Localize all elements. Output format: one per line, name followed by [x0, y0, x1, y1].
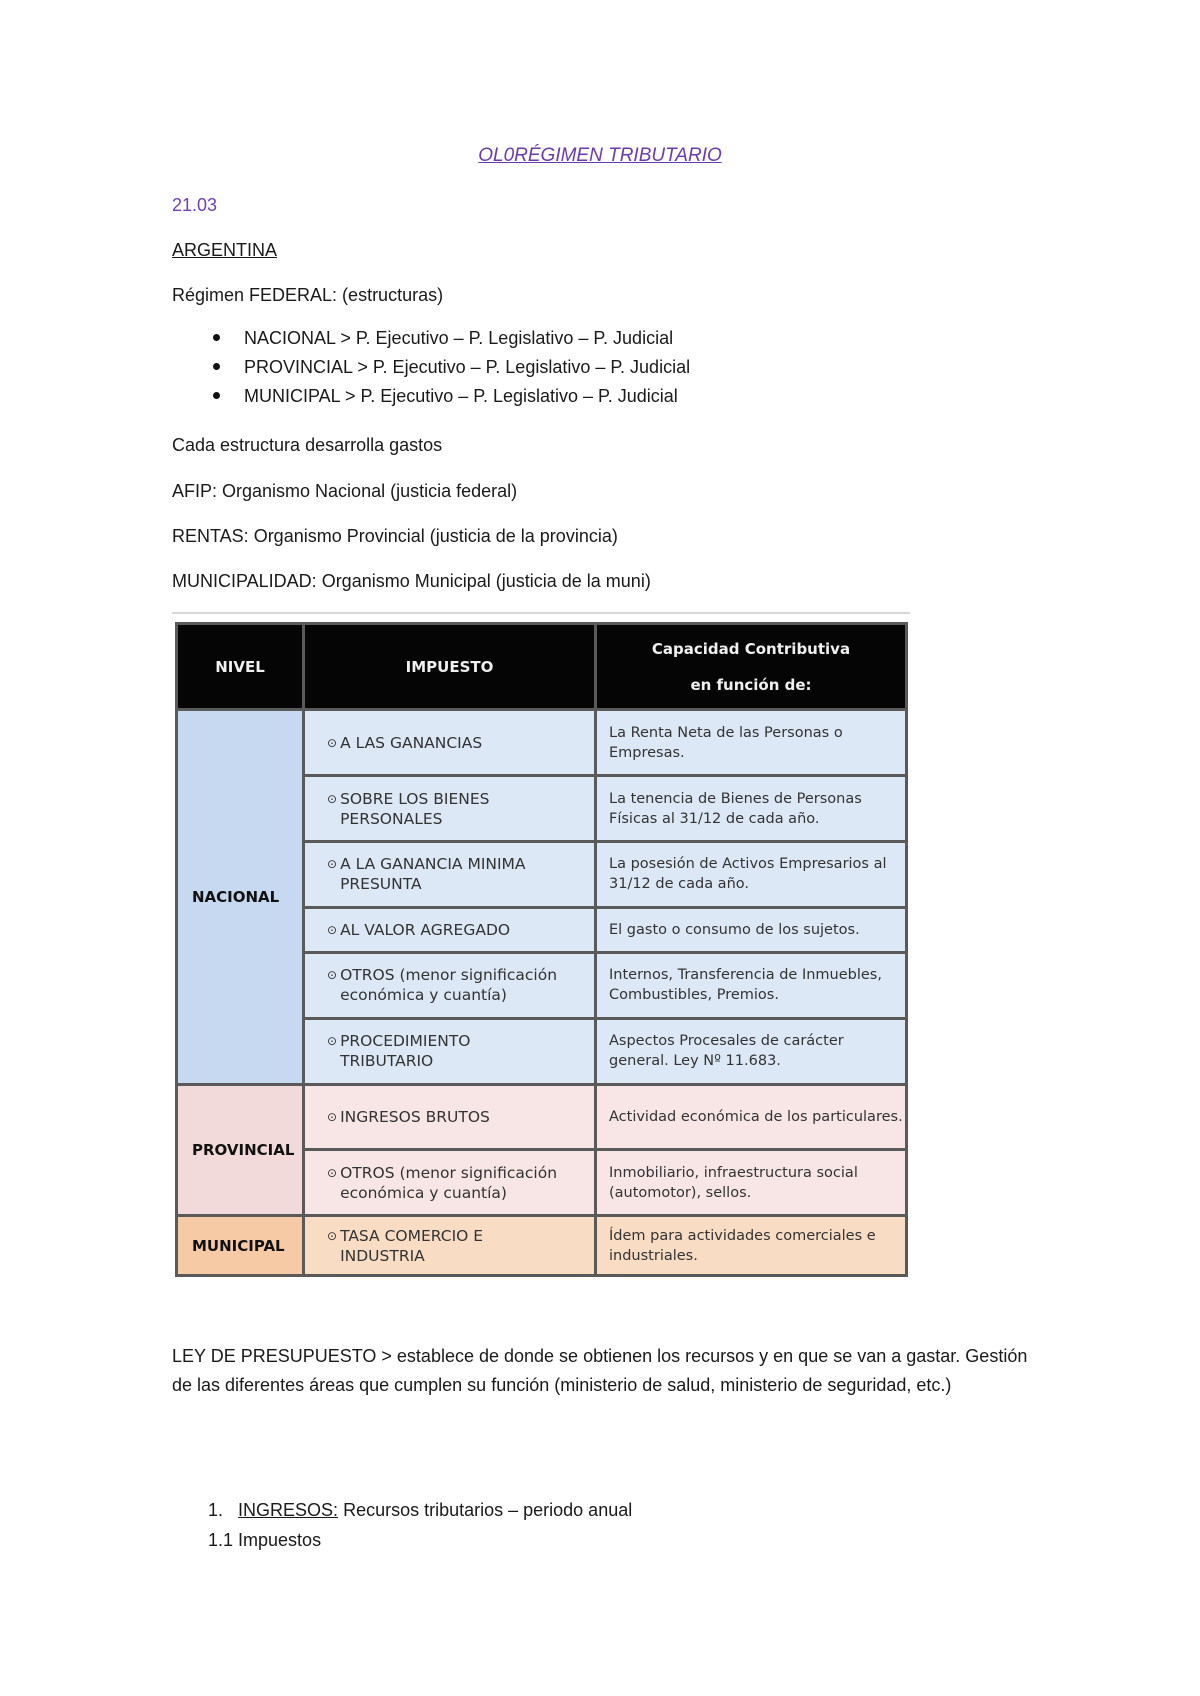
capacidad-cell: La Renta Neta de las Personas o Empresas. [596, 710, 907, 776]
target-icon: ⊙ [327, 791, 338, 806]
target-icon: ⊙ [327, 1165, 338, 1180]
document-title: OL0RÉGIMEN TRIBUTARIO [478, 145, 722, 166]
impuesto-cell: ⊙ INGRESOS BRUTOS [304, 1084, 596, 1150]
bullet-item-nacional: NACIONAL > P. Ejecutivo – P. Legislativo – P. Judicial [200, 327, 690, 356]
impuesto-cell: ⊙ A LA GANANCIA MINIMA PRESUNTA [304, 842, 596, 908]
impuesto-cell: ⊙ SOBRE LOS BIENES PERSONALES [304, 776, 596, 842]
capacidad-cell: El gasto o consumo de los sujetos. [596, 907, 907, 952]
regimen-line: Régimen FEDERAL: (estructuras) [172, 285, 444, 305]
header-capacidad: Capacidad Contributiva en función de: [596, 624, 907, 710]
nivel-municipal: MUNICIPAL [177, 1216, 304, 1276]
capacidad-cell: Ídem para actividades comerciales e industriales. [596, 1216, 907, 1276]
date-heading: 21.03 [172, 195, 218, 215]
list-item-ingresos: 1. INGRESOS: Recursos tributarios – periodo anual [208, 1500, 633, 1520]
header-impuesto: IMPUESTO [304, 624, 596, 710]
capacidad-cell: La tenencia de Bienes de Personas Físicas al 31/12 de cada año. [596, 776, 907, 842]
capacidad-cell: Inmobiliario, infraestructura social (automotor), sellos. [596, 1150, 907, 1216]
table-row [177, 1216, 907, 1276]
capacidad-cell: Aspectos Procesales de carácter general. Ley Nº 11.683. [596, 1018, 907, 1084]
impuesto-cell: ⊙ PROCEDIMIENTO TRIBUTARIO [304, 1018, 596, 1084]
tax-table [175, 622, 908, 1277]
bullet-item-provincial: PROVINCIAL > P. Ejecutivo – P. Legislativo – P. Judicial [200, 356, 690, 385]
bullet-item-municipal: MUNICIPAL > P. Ejecutivo – P. Legislativo – P. Judicial [200, 385, 690, 414]
target-icon: ⊙ [327, 968, 338, 983]
impuesto-cell: ⊙ OTROS (menor significación económica y cuantía) [304, 952, 596, 1018]
structure-bullet-list [200, 327, 690, 414]
table-row [177, 710, 907, 776]
organismo-rentas: RENTAS: Organismo Provincial (justicia de la provincia) [172, 526, 618, 546]
bullet-dot-icon [213, 392, 220, 399]
target-icon: ⊙ [327, 1228, 338, 1243]
nivel-nacional: NACIONAL [177, 710, 304, 1084]
presupuesto-paragraph: LEY DE PRESUPUESTO > establece de donde se obtienen los recursos y en que se van a gastar. Gestión de las diferentes áreas que cumplen su función (ministerio de salud, ministerio de seguridad, etc.) [172, 1346, 1028, 1395]
bullet-dot-icon [213, 363, 220, 370]
nivel-provincial: PROVINCIAL [177, 1084, 304, 1216]
organismo-municipalidad: MUNICIPALIDAD: Organismo Municipal (justicia de la muni) [172, 571, 651, 591]
gastos-line: Cada estructura desarrolla gastos [172, 435, 443, 455]
bullet-dot-icon [213, 334, 220, 341]
impuesto-cell: ⊙ A LAS GANANCIAS [304, 710, 596, 776]
capacidad-cell: Internos, Transferencia de Inmuebles, Combustibles, Premios. [596, 952, 907, 1018]
capacidad-cell: La posesión de Activos Empresarios al 31/12 de cada año. [596, 842, 907, 908]
capacidad-cell: Actividad económica de los particulares. [596, 1084, 907, 1150]
organismo-afip: AFIP: Organismo Nacional (justicia federal) [172, 481, 518, 501]
target-icon: ⊙ [327, 1109, 338, 1124]
table-row [177, 1084, 907, 1150]
impuesto-cell: ⊙ TASA COMERCIO E INDUSTRIA [304, 1216, 596, 1276]
list-item-impuestos: 1.1 Impuestos [208, 1530, 322, 1550]
header-nivel: NIVEL [177, 624, 304, 710]
target-icon: ⊙ [327, 1034, 338, 1049]
impuesto-cell: ⊙ AL VALOR AGREGADO [304, 907, 596, 952]
target-icon: ⊙ [327, 735, 338, 750]
tax-table-image [172, 612, 910, 1272]
target-icon: ⊙ [327, 922, 338, 937]
target-icon: ⊙ [327, 857, 338, 872]
impuesto-cell: ⊙ OTROS (menor significación económica y cuantía) [304, 1150, 596, 1216]
country-heading: ARGENTINA [172, 240, 278, 260]
